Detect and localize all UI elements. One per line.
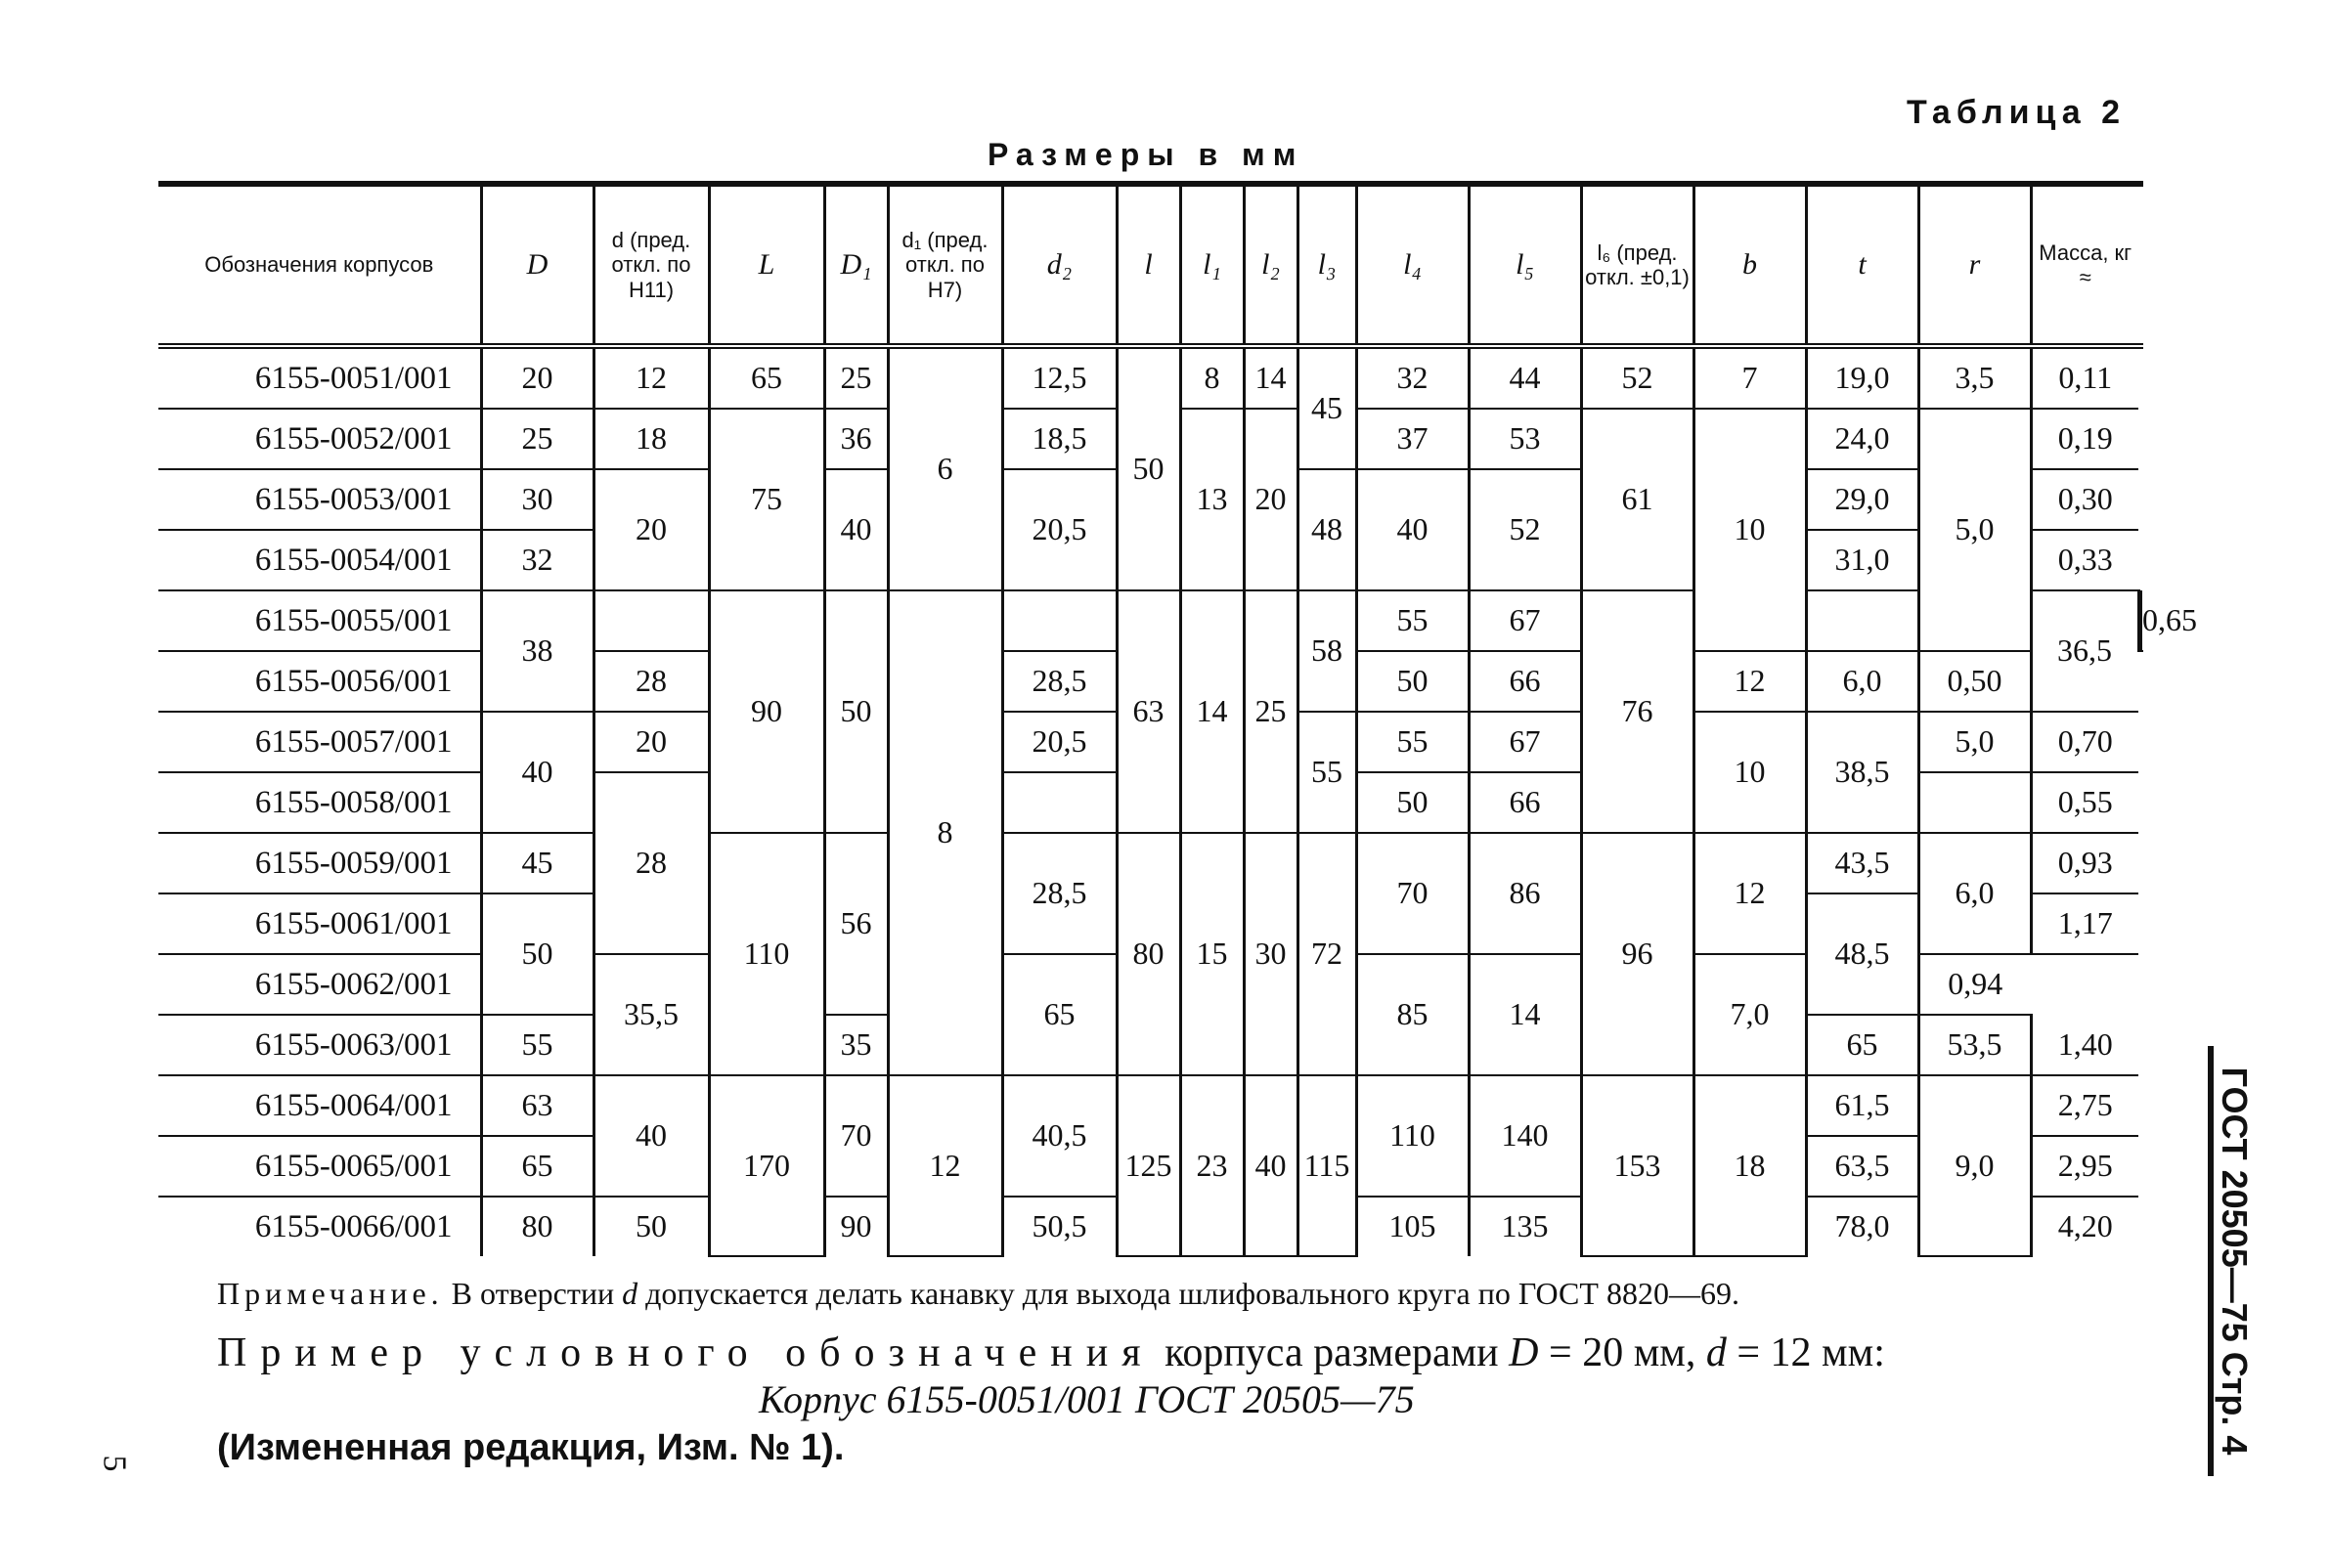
cell-D1: 70 — [824, 1075, 888, 1197]
cell-D: 38 — [481, 590, 593, 712]
cell-l3: 115 — [1297, 1075, 1356, 1256]
cell-l3: 45 — [1297, 346, 1356, 469]
cell-code: 6155-0062/001 — [158, 954, 481, 1015]
header-d: d (пред. откл. по H11) — [593, 184, 709, 346]
cell-l2: 40 — [1244, 1075, 1297, 1256]
cell-b: 10 — [1693, 409, 1806, 651]
cell-D1: 65 — [1806, 1015, 1918, 1075]
cell-mass: 2,75 — [2031, 1075, 2138, 1136]
cell-code: 6155-0061/001 — [158, 893, 481, 954]
cell-l4: 55 — [1356, 590, 1469, 651]
cell-d — [593, 590, 709, 651]
cell-d2 — [1002, 772, 1117, 833]
cell-l4: 110 — [1356, 1075, 1469, 1197]
cell-l4: 32 — [1356, 346, 1469, 409]
cell-D1: 36 — [824, 409, 888, 469]
example-text-3: = 12 мм: — [1726, 1330, 1885, 1375]
cell-d: 28 — [593, 651, 709, 712]
table-label: Таблица 2 — [1907, 94, 2127, 131]
cell-mass: 0,70 — [2031, 712, 2138, 772]
header-l4: l₄ — [1356, 184, 1469, 346]
cell-code: 6155-0058/001 — [158, 772, 481, 833]
cell-L: 170 — [709, 1075, 824, 1256]
cell-l4: 37 — [1356, 409, 1469, 469]
cell-b: 18 — [1693, 1075, 1806, 1256]
cell-r: 6,0 — [1806, 651, 1918, 712]
header-l3: l₃ — [1297, 184, 1356, 346]
cell-l5: 85 — [1356, 954, 1469, 1075]
cell-t: 36,5 — [2031, 590, 2138, 712]
cell-l2: 20 — [1244, 409, 1297, 590]
cell-code: 6155-0054/001 — [158, 530, 481, 590]
header-l5: l₅ — [1469, 184, 1581, 346]
cell-l1: 8 — [1180, 346, 1244, 409]
cell-l5: 66 — [1469, 772, 1581, 833]
dimensions-table — [158, 181, 2197, 1257]
example-sym-d: d — [1705, 1330, 1727, 1375]
cell-l1: 14 — [1180, 590, 1244, 833]
cell-d2: 12,5 — [1002, 346, 1117, 409]
cell-D1: 50 — [824, 590, 888, 833]
example-text-1: корпуса размерами — [1154, 1330, 1510, 1375]
cell-l3: 58 — [1297, 590, 1356, 712]
cell-D1: 56 — [824, 833, 888, 1015]
note-text-after: допускается делать канавку для выхода шлифовального круга по ГОСТ 8820—69. — [637, 1276, 1739, 1311]
cell-mass: 2,95 — [2031, 1136, 2138, 1197]
cell-l3: 48 — [1297, 469, 1356, 590]
cell-t: 31,0 — [1806, 530, 1918, 590]
cell-l: 63 — [1117, 590, 1180, 833]
cell-l4: 65 — [1002, 954, 1117, 1075]
cell-code: 6155-0052/001 — [158, 409, 481, 469]
cell-D: 40 — [481, 712, 593, 833]
cell-d2: 28,5 — [1002, 833, 1117, 954]
cell-l5: 67 — [1469, 590, 1581, 651]
cell-mass: 1,17 — [2031, 893, 2138, 954]
cell-l6: 153 — [1581, 1075, 1693, 1256]
cell-l5: 86 — [1469, 833, 1581, 954]
cell-d1: 8 — [888, 590, 1002, 1075]
cell-d: 28 — [593, 772, 709, 954]
example-value: Корпус 6155-0051/001 ГОСТ 20505—75 — [759, 1377, 1415, 1421]
cell-d: 35 — [824, 1015, 888, 1075]
cell-l: 50 — [1117, 346, 1180, 590]
cell-d: 40 — [593, 1075, 709, 1197]
table-row — [158, 833, 2143, 893]
cell-b: 12 — [1693, 833, 1806, 954]
header-designation: Обозначения корпусов — [204, 252, 434, 278]
header-b: b — [1693, 184, 1806, 346]
cell-D: 63 — [481, 1075, 593, 1136]
cell-code: 6155-0063/001 — [158, 1015, 481, 1075]
cell-l4: 70 — [1356, 833, 1469, 954]
cell-b: 7 — [1693, 346, 1806, 409]
cell-code: 6155-0064/001 — [158, 1075, 481, 1136]
cell-l2: 30 — [1244, 833, 1297, 1075]
cell-l: 125 — [1117, 1075, 1180, 1256]
cell-t: 43,5 — [1806, 833, 1918, 893]
cell-l: 80 — [1117, 833, 1180, 1075]
cell-mass: 1,40 — [2031, 1015, 2138, 1075]
cell-l1: 15 — [1180, 833, 1244, 1075]
cell-D: 25 — [481, 409, 593, 469]
cell-D: 30 — [481, 469, 593, 530]
cell-l6: 61 — [1581, 409, 1693, 590]
table-note — [217, 1276, 1739, 1312]
cell-d2: 18,5 — [1002, 409, 1117, 469]
cell-code: 6155-0065/001 — [158, 1136, 481, 1197]
cell-d: 18 — [593, 409, 709, 469]
cell-d2: 35,5 — [593, 954, 709, 1075]
cell-code: 6155-0051/001 — [158, 346, 481, 409]
cell-d: 50 — [593, 1197, 709, 1256]
cell-d: 12 — [593, 346, 709, 409]
cell-b: 14 — [1469, 954, 1581, 1075]
cell-d2: 50,5 — [1002, 1197, 1117, 1256]
cell-mass: 0,55 — [2031, 772, 2138, 833]
cell-d1: 12 — [888, 1075, 1002, 1256]
cell-l3: 55 — [1297, 712, 1356, 833]
cell-D: 80 — [481, 1197, 593, 1256]
cell-t: 78,0 — [1806, 1197, 1918, 1256]
cell-l5: 44 — [1469, 346, 1581, 409]
cell-l6: 76 — [1581, 590, 1693, 833]
cell-D1: 90 — [824, 1197, 888, 1256]
cell-r: 6,0 — [1918, 833, 2031, 954]
cell-D: 20 — [481, 346, 593, 409]
cell-l5: 52 — [1469, 469, 1581, 590]
header-r: r — [1918, 184, 2031, 346]
header-l6: l₆ (пред. откл. ±0,1) — [1581, 184, 1693, 346]
cell-l5: 67 — [1469, 712, 1581, 772]
cell-mass: 4,20 — [2031, 1197, 2138, 1256]
header-d2: d₂ — [1002, 184, 1117, 346]
side-header: ГОСТ 20505—75 Стр. 4 — [2215, 1067, 2255, 1456]
header-D: D — [481, 184, 593, 346]
header-d1: d₁ (пред. откл. по H7) — [888, 184, 1002, 346]
cell-t: 19,0 — [1806, 346, 1918, 409]
header-L: L — [709, 184, 824, 346]
cell-d1: 6 — [888, 346, 1002, 590]
table-header-row — [158, 184, 2143, 346]
cell-d: 20 — [593, 712, 709, 772]
note-text-before: В отверстии — [443, 1276, 623, 1311]
cell-t: 53,5 — [1918, 1015, 2031, 1075]
units-caption: Размеры в мм — [988, 137, 1304, 172]
cell-mass: 0,30 — [2031, 469, 2138, 530]
cell-l2: 14 — [1244, 346, 1297, 409]
cell-l5: 66 — [1469, 651, 1581, 712]
cell-l5: 140 — [1469, 1075, 1581, 1197]
designation-example — [217, 1329, 1885, 1376]
cell-D1: 25 — [824, 346, 888, 409]
cell-t: 61,5 — [1806, 1075, 1918, 1136]
cell-l4: 50 — [1356, 651, 1469, 712]
cell-t: 38,5 — [1806, 712, 1918, 833]
cell-L: 90 — [709, 590, 824, 833]
cell-l4: 105 — [1356, 1197, 1469, 1256]
cell-D: 55 — [481, 1015, 593, 1075]
cell-mass: 0,11 — [2031, 346, 2138, 409]
cell-l3: 72 — [1297, 833, 1356, 1075]
header-l2: l₂ — [1244, 184, 1297, 346]
cell-D: 32 — [481, 530, 593, 590]
cell-r: 5,0 — [1918, 712, 2031, 772]
table-row — [158, 346, 2143, 409]
cell-mass: 0,93 — [2031, 833, 2138, 893]
cell-l5: 135 — [1469, 1197, 1581, 1256]
note-label: Примечание. — [217, 1276, 444, 1311]
cell-r — [1918, 772, 2031, 833]
cell-L: 65 — [709, 346, 824, 409]
example-label: Пример условного обозначения — [217, 1330, 1155, 1375]
cell-b: 12 — [1693, 651, 1806, 712]
cell-r: 7,0 — [1693, 954, 1806, 1075]
cell-D1: 40 — [824, 469, 888, 590]
cell-D: 65 — [481, 1136, 593, 1197]
cell-d2: 20,5 — [1002, 469, 1117, 590]
cell-d: 20 — [593, 469, 709, 590]
note-symbol: d — [622, 1276, 638, 1311]
cell-D: 50 — [481, 893, 593, 1015]
cell-d2: 28,5 — [1002, 651, 1117, 712]
example-sym-D: D — [1509, 1330, 1539, 1375]
cell-r: 3,5 — [1918, 346, 2031, 409]
cell-l6: 96 — [1581, 833, 1693, 1075]
table-row — [158, 1075, 2143, 1136]
cell-L: 110 — [709, 833, 824, 1075]
header-l1: l₁ — [1180, 184, 1244, 346]
header-mass: Масса, кг ≈ — [2031, 184, 2138, 346]
cell-code: 6155-0057/001 — [158, 712, 481, 772]
page-number: 5 — [96, 1455, 133, 1472]
table-row — [158, 590, 2143, 651]
header-l: l — [1117, 184, 1180, 346]
cell-mass: 0,50 — [1918, 651, 2031, 712]
cell-b — [1806, 590, 1918, 651]
cell-code: 6155-0056/001 — [158, 651, 481, 712]
cell-mass: 0,94 — [1918, 954, 2031, 1015]
cell-t: 48,5 — [1806, 893, 1918, 1015]
cell-code: 6155-0053/001 — [158, 469, 481, 530]
cell-t: 29,0 — [1806, 469, 1918, 530]
cell-L: 75 — [709, 409, 824, 590]
cell-mass: 0,33 — [2031, 530, 2138, 590]
cell-l1: 23 — [1180, 1075, 1244, 1256]
cell-l4: 55 — [1356, 712, 1469, 772]
cell-t: 24,0 — [1806, 409, 1918, 469]
amendment-note: (Измененная редакция, Изм. № 1). — [217, 1427, 845, 1468]
cell-l4: 50 — [1356, 772, 1469, 833]
cell-code: 6155-0066/001 — [254, 1208, 453, 1244]
header-D1: D₁ — [824, 184, 888, 346]
cell-b: 10 — [1693, 712, 1806, 833]
cell-l4: 40 — [1356, 469, 1469, 590]
cell-d2: 40,5 — [1002, 1075, 1117, 1197]
cell-l2: 25 — [1244, 590, 1297, 833]
cell-l1: 13 — [1180, 409, 1244, 590]
cell-d2: 20,5 — [1002, 712, 1117, 772]
cell-D: 45 — [481, 833, 593, 893]
header-t: t — [1806, 184, 1918, 346]
cell-code: 6155-0055/001 — [158, 590, 481, 651]
cell-l5: 53 — [1469, 409, 1581, 469]
cell-r: 5,0 — [1918, 409, 2031, 651]
cell-r: 9,0 — [1918, 1075, 2031, 1256]
cell-mass: 0,65 — [2141, 590, 2144, 651]
example-text-2: = 20 мм, — [1538, 1330, 1706, 1375]
cell-d2 — [1002, 590, 1117, 651]
cell-l6: 52 — [1581, 346, 1693, 409]
cell-code: 6155-0059/001 — [158, 833, 481, 893]
cell-mass: 0,19 — [2031, 409, 2138, 469]
cell-t: 63,5 — [1806, 1136, 1918, 1197]
